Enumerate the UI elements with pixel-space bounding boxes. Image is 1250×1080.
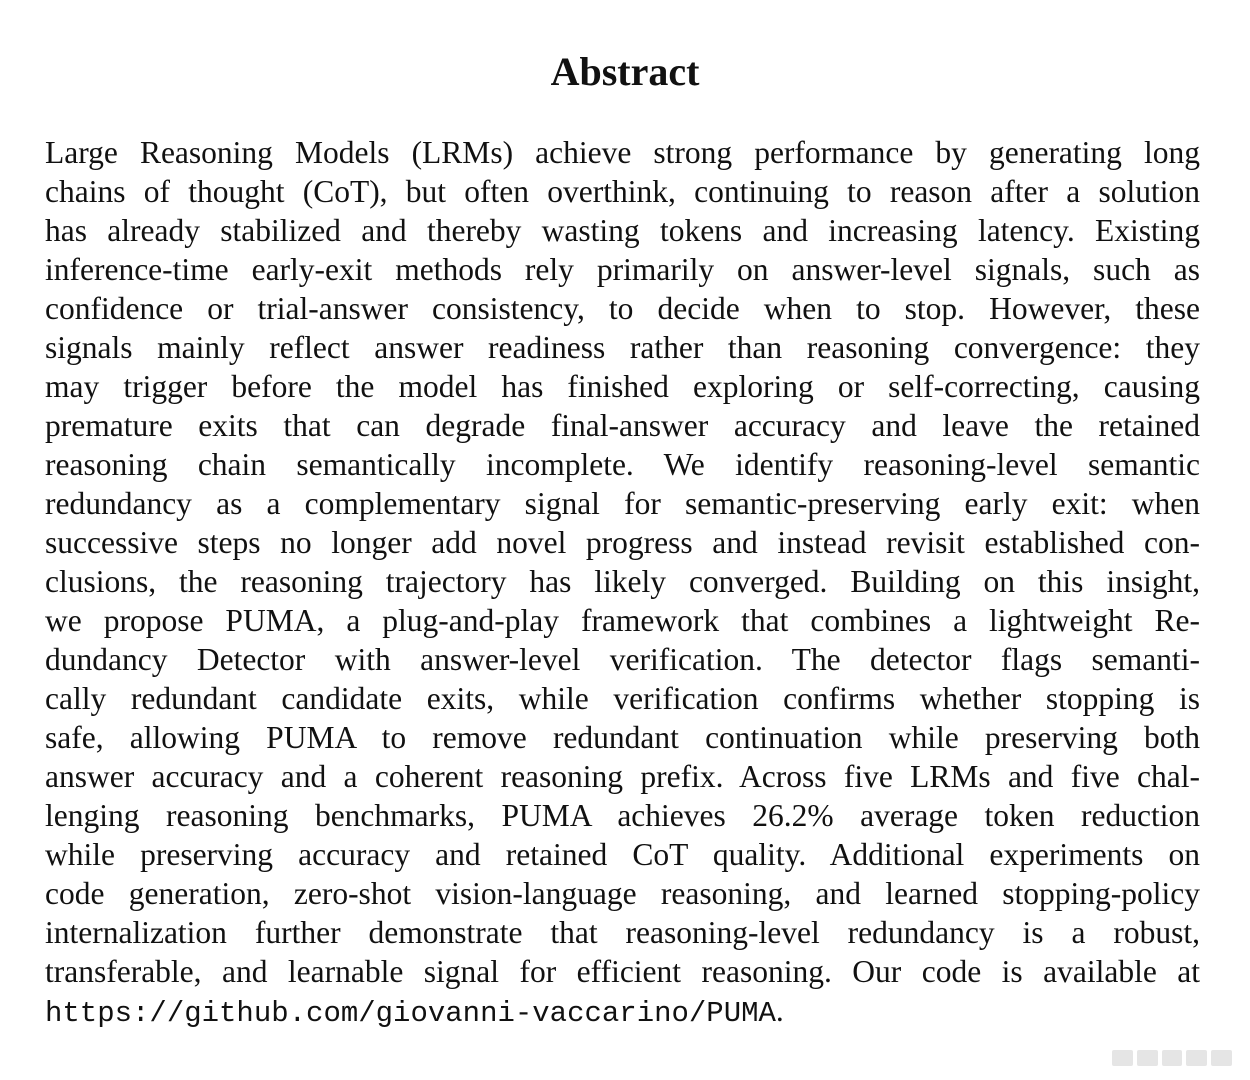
abstract-heading: Abstract: [550, 49, 700, 94]
code-url-link[interactable]: https://github.com/giovanni-vaccarino/PUMA: [45, 997, 776, 1030]
abstract-line: transferable, and learnable signal for efficient reasoning. Our code is available at: [45, 954, 1200, 989]
abstract-line: [45, 991, 1200, 1030]
url-period: .: [775, 993, 784, 1028]
abstract-line: clusions, the reasoning trajectory has likely converged. Building on this insight,: [45, 564, 1200, 599]
abstract-line: may trigger before the model has finished exploring or self-correcting, causing: [45, 369, 1200, 404]
abstract-line: chains of thought (CoT), but often overthink, continuing to reason after a solution: [45, 174, 1200, 209]
abstract-line: signals mainly reflect answer readiness rather than reasoning convergence: they: [45, 330, 1200, 365]
abstract-line: lenging reasoning benchmarks, PUMA achieves 26.2% average token reduction: [45, 798, 1200, 833]
abstract-line: redundancy as a complementary signal for semantic-preserving early exit: when: [45, 486, 1200, 521]
abstract-line: Large Reasoning Models (LRMs) achieve strong performance by generating long: [45, 135, 1200, 170]
abstract-line: answer accuracy and a coherent reasoning prefix. Across five LRMs and five chal-: [45, 759, 1200, 794]
abstract-line: cally redundant candidate exits, while verification confirms whether stopping is: [45, 681, 1200, 716]
abstract-line: premature exits that can degrade final-answer accuracy and leave the retained: [45, 408, 1200, 443]
abstract-line: we propose PUMA, a plug-and-play framework that combines a lightweight Re-: [45, 603, 1200, 638]
abstract-line: code generation, zero-shot vision-language reasoning, and learned stopping-policy: [45, 876, 1200, 911]
abstract-line: reasoning chain semantically incomplete. We identify reasoning-level semantic: [45, 447, 1200, 482]
abstract-line: safe, allowing PUMA to remove redundant continuation while preserving both: [45, 720, 1200, 755]
abstract-line: confidence or trial-answer consistency, to decide when to stop. However, these: [45, 291, 1200, 326]
watermark-icon: [1112, 1050, 1232, 1066]
abstract-line: inference-time early-exit methods rely primarily on answer-level signals, such as: [45, 252, 1200, 287]
abstract-line: while preserving accuracy and retained CoT quality. Additional experiments on: [45, 837, 1200, 872]
abstract-line: has already stabilized and thereby wasting tokens and increasing latency. Existing: [45, 213, 1200, 248]
abstract-line: dundancy Detector with answer-level verification. The detector flags semanti-: [45, 642, 1200, 677]
abstract-body: [0, 133, 1250, 1033]
abstract-line: successive steps no longer add novel progress and instead revisit established con-: [45, 525, 1200, 560]
abstract-line: internalization further demonstrate that reasoning-level redundancy is a robust,: [45, 915, 1200, 950]
